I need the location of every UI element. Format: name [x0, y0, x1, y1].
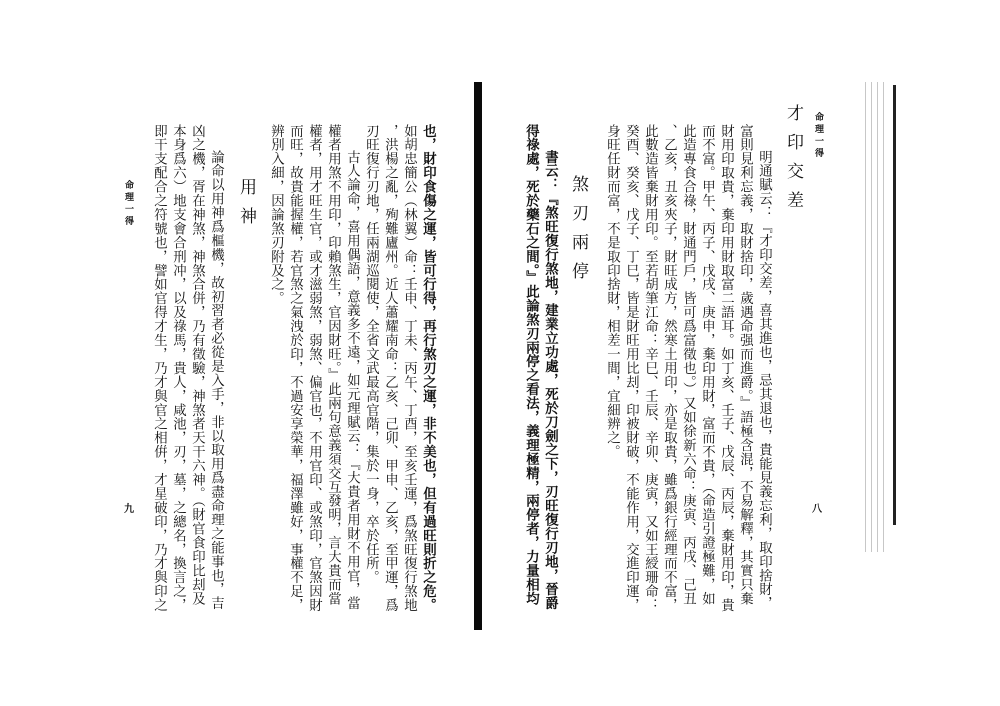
- text-column: 富則見利忘義，取財捨印，歲遇命强而進爵。』語極含混，不易解釋，其實只棄: [737, 124, 753, 606]
- text-column: 古人論命，喜用偶語，意義多不遠，如元理賦云：『大貴者用財不用官，當: [344, 150, 360, 611]
- text-column: ，洪楊之亂，殉難廬州。近人蕭耀南命：乙亥、己卯、甲申、乙亥，至甲運，爲: [382, 124, 398, 613]
- text-column: 權者，用才旺生官，或才滋弱煞，弱煞、偏官也，不用官印、或煞印，官煞因財: [306, 124, 322, 613]
- text-column: 癸酉、癸亥、戊子、丁巳，皆是財旺用比刦，印被財破，不能作用，交進印運，: [623, 124, 639, 613]
- section-title-sha-ren-liang-ting: 煞刃兩停: [568, 175, 588, 291]
- text-column: 明通賦云：『才印交差，喜其進也，忌其退也，貴能見義忘利，取印捨財，: [756, 150, 772, 611]
- text-column: 而不富。甲午、丙子、戊戌、庚申，棄印用財，富而不貴，（命造引證極難，如: [699, 124, 715, 606]
- text-column: 權者用煞不用印，印賴煞生，官因財旺。』此兩句意義須交互發明，言大貴而當: [325, 124, 341, 606]
- text-column: 如胡忠簡公（林翼）命：壬申、丁未、丙午、丁酉，至亥壬運，爲煞旺復行煞地: [401, 124, 417, 613]
- right-page-number: 八: [812, 504, 822, 515]
- page-edge-line: [893, 85, 896, 525]
- text-column: 、乙亥，丑亥夾子，財旺成方，然寒土用印，亦是取貴，雖爲銀行經理而不富，: [661, 124, 677, 613]
- text-column: 此數造皆棄財用印。至若胡筆江命：辛巳、壬辰、辛卯、庚寅，又如王綬珊命：: [642, 124, 658, 613]
- text-column: 本身爲六）地支會合刑冲，以及祿馬，貴人，咸池，刃，墓，之總名，換言之，: [170, 124, 186, 613]
- right-running-head: 命理一得: [813, 112, 823, 160]
- text-column: 此造專食合祿，財通門戶，皆可爲富徵也。）又如徐新六命：庚寅、丙戌、己丑: [680, 124, 696, 606]
- text-column: 也，財印食傷之運，皆可行得，再行煞刃之運，非不美也，但有過旺則折之危。: [420, 124, 437, 613]
- text-column: 而旺，故貴能握權，若官煞之氣洩於印，不過安享榮華，福澤雖好，事權不足，: [287, 124, 303, 613]
- text-column: 即干支配合之符號也，譬如官得才生，乃才與官之相倂，才星破印，乃才與印之: [151, 124, 167, 613]
- section-title-yong-shen: 用神: [236, 178, 256, 236]
- page-edge-shadow: [862, 82, 886, 552]
- text-column: 書云：『煞旺復行煞地，建業立功處，死於刀劍之下，刃旺復行刃地，晉爵: [542, 150, 559, 611]
- text-column: 辨別入細，因論煞刃附及之。: [268, 124, 284, 306]
- text-column: 刃旺復行刃地，任兩湖巡閱使，全省文武最高官階，集於一身，卒於任所。: [363, 124, 379, 585]
- left-page-number: 九: [124, 504, 134, 515]
- text-column: 身旺任財而富，不是取印捨財，相差一間，宜細辨之。: [604, 124, 620, 459]
- text-column: 論命以用神爲樞機，故初習者必從是入手，非以取用爲盡命理之能事也，吉: [208, 150, 224, 611]
- text-column: 凶之機，胥在神煞，神煞合併，乃有徵驗，神煞者天干六神。（財官食印比刦及: [189, 124, 205, 606]
- section-title-cai-yin-jiao-cha: 才印交差: [783, 104, 803, 220]
- left-running-head: 命理一得: [123, 180, 133, 228]
- text-column: 財用印取貴，棄印用財取富二語耳。如丁亥、壬子、戊辰、丙辰，棄財用印，貴: [718, 124, 734, 613]
- binding-gutter: [474, 82, 482, 630]
- text-column: 得祿處，死於藥石之間。』此論煞刃兩停之看法，義理極精，兩停者，力量相均: [523, 124, 540, 606]
